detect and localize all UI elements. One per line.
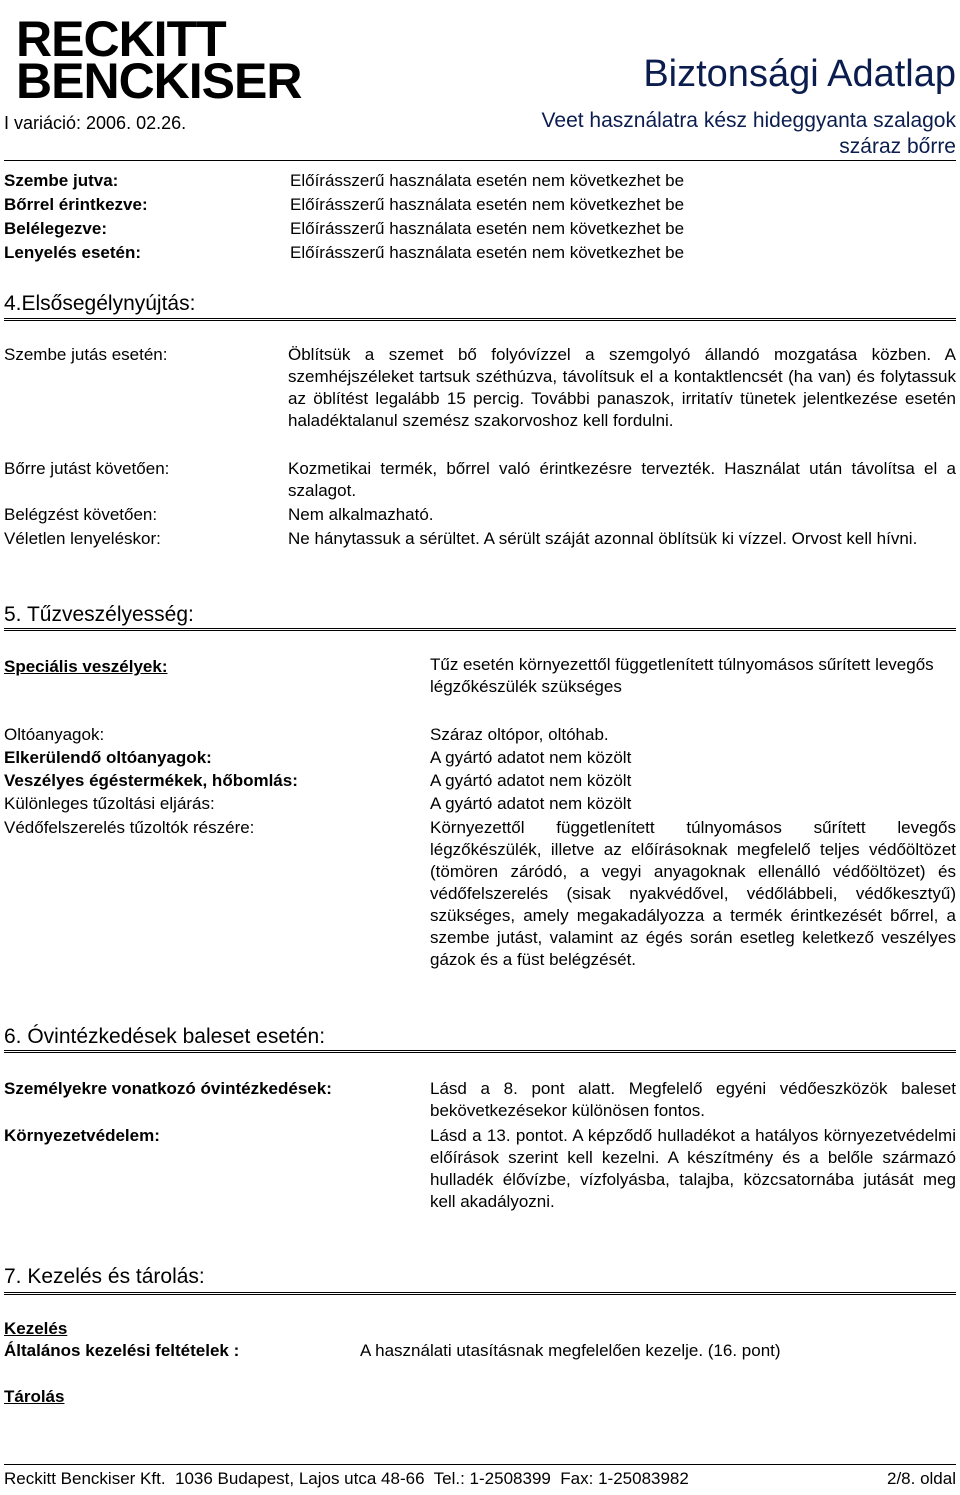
first-aid-inhale-text: Nem alkalmazható. <box>288 505 434 524</box>
fire-procedure-label: Különleges tűzoltási eljárás: <box>4 794 215 813</box>
fire-ppe-label: Védőfelszerelés tűzoltók részére: <box>4 818 255 837</box>
first-aid-eye-text: Öblítsük a szemet bő folyóvízzel a szemgolyó állandó mozgatása közben. A szemhéjszéleket tartsuk széthúzva, távolítsuk el a kontaktlencsét (ha van) és folytassuk az öblítést legalább 15 percig. További panaszok, irritatív tünetek jelentkezése esetén haladéktalanul szemész szakorvoshoz kell fordulni. <box>288 345 956 430</box>
precaution-personal-label: Személyekre vonatkozó óvintézkedések: <box>4 1079 332 1098</box>
product-name-line2: száraz bőrre <box>839 135 956 158</box>
document-title: Biztonsági Adatlap <box>643 53 956 95</box>
exposure-value-ingest: Előírásszerű használata esetén nem következhet be <box>290 243 685 262</box>
footer-divider <box>4 1464 956 1465</box>
first-aid-skin-label: Bőrre jutást követően: <box>4 459 170 478</box>
exposure-value-skin: Előírásszerű használata esetén nem következhet be <box>290 195 685 214</box>
fire-procedure-text: A gyártó adatot nem közölt <box>430 794 632 813</box>
first-aid-eye-label: Szembe jutás esetén: <box>4 345 168 364</box>
first-aid-ingest-label: Véletlen lenyeléskor: <box>4 529 161 548</box>
fire-special-label: Speciális veszélyek: <box>4 657 168 676</box>
exposure-label-inhale: Belélegezve: <box>4 219 107 238</box>
fire-extinguish-label: Oltóanyagok: <box>4 725 105 744</box>
section4-divider <box>4 318 956 321</box>
section7-divider <box>4 1292 956 1295</box>
handling-label: Kezelés <box>4 1319 68 1338</box>
handling-general-text: A használati utasításnak megfelelően kezelje. (16. pont) <box>360 1341 781 1360</box>
exposure-value-inhale: Előírásszerű használata esetén nem következhet be <box>290 219 685 238</box>
section6-title: 6. Óvintézkedések baleset esetén: <box>4 1025 326 1048</box>
company-logo-line1: RECKITT <box>16 11 226 67</box>
first-aid-inhale-label: Belégzést követően: <box>4 505 158 524</box>
company-logo-line2: BENCKISER <box>16 53 302 109</box>
first-aid-skin-text: Kozmetikai termék, bőrrel való érintkezésre tervezték. Használat után távolítsa el a szalagot. <box>288 459 956 500</box>
section4-title: 4.Elsősegélynyújtás: <box>4 292 196 315</box>
product-name-line1: Veet használatra kész hideggyanta szalagok <box>541 109 956 132</box>
fire-avoid-text: A gyártó adatot nem közölt <box>430 748 632 767</box>
fire-hazard-text: A gyártó adatot nem közölt <box>430 771 632 790</box>
exposure-label-ingest: Lenyelés esetén: <box>4 243 142 262</box>
precaution-personal-text: Lásd a 8. pont alatt. Megfelelő egyéni védőeszközök baleset bekövetkezésekor különösen fontos. <box>430 1079 956 1120</box>
precaution-env-text: Lásd a 13. pontot. A képződő hulladékot a hatályos környezetvédelmi előírások szerint kell kezelni. A készítmény és a belőle származó hulladék élővízbe, vízfolyásba, talajba, közcsatornába jutását meg kell akadályozni. <box>430 1126 956 1211</box>
precaution-env-label: Környezetvédelem: <box>4 1126 160 1145</box>
fire-extinguish-text: Száraz oltópor, oltóhab. <box>430 725 609 744</box>
version-date: I variáció: 2006. 02.26. <box>4 113 187 133</box>
exposure-label-eye: Szembe jutva: <box>4 171 119 190</box>
exposure-value-eye: Előírásszerű használata esetén nem következhet be <box>290 171 685 190</box>
footer-company-info: Reckitt Benckiser Kft. 1036 Budapest, Lajos utca 48-66 Tel.: 1-2508399 Fax: 1-25083982 <box>4 1469 689 1488</box>
section7-title: 7. Kezelés és tárolás: <box>4 1265 205 1288</box>
fire-ppe-text: Környezettől függetlenített túlnyomásos sűrített levegős légzőkészülék, illetve az előírásoknak megfelelő teljes védőöltözet (tömören záródó, a vegyi anyagoknak ellenálló védőöltözet) és védőfelszerelés (sisak nyakvédővel, védőlábbeli, védőkesztyű) szükséges, amely megakadályozza a termék érintkezését bőrrel, a szembe jutást, valamint az égés során esetleg keletkező veszélyes gázok és a füst belégzését. <box>430 818 956 969</box>
section6-divider <box>4 1050 956 1053</box>
storage-label: Tárolás <box>4 1387 65 1406</box>
handling-general-label: Általános kezelési feltételek : <box>4 1341 240 1360</box>
fire-special-text: Tűz esetén környezettől függetlenített túlnyomásos sűrített levegős légzőkészülék szükséges <box>430 655 934 696</box>
fire-hazard-label: Veszélyes égéstermékek, hőbomlás: <box>4 771 298 790</box>
section5-title: 5. Tűzveszélyesség: <box>4 603 194 626</box>
header-divider <box>4 160 956 161</box>
fire-avoid-label: Elkerülendő oltóanyagok: <box>4 748 212 767</box>
first-aid-ingest-text: Ne hánytassuk a sérültet. A sérült száját azonnal öblítsük ki vízzel. Orvost kell hívni. <box>288 529 918 548</box>
exposure-label-skin: Bőrrel érintkezve: <box>4 195 148 214</box>
footer-page-number: 2/8. oldal <box>887 1469 956 1488</box>
section5-divider <box>4 628 956 631</box>
